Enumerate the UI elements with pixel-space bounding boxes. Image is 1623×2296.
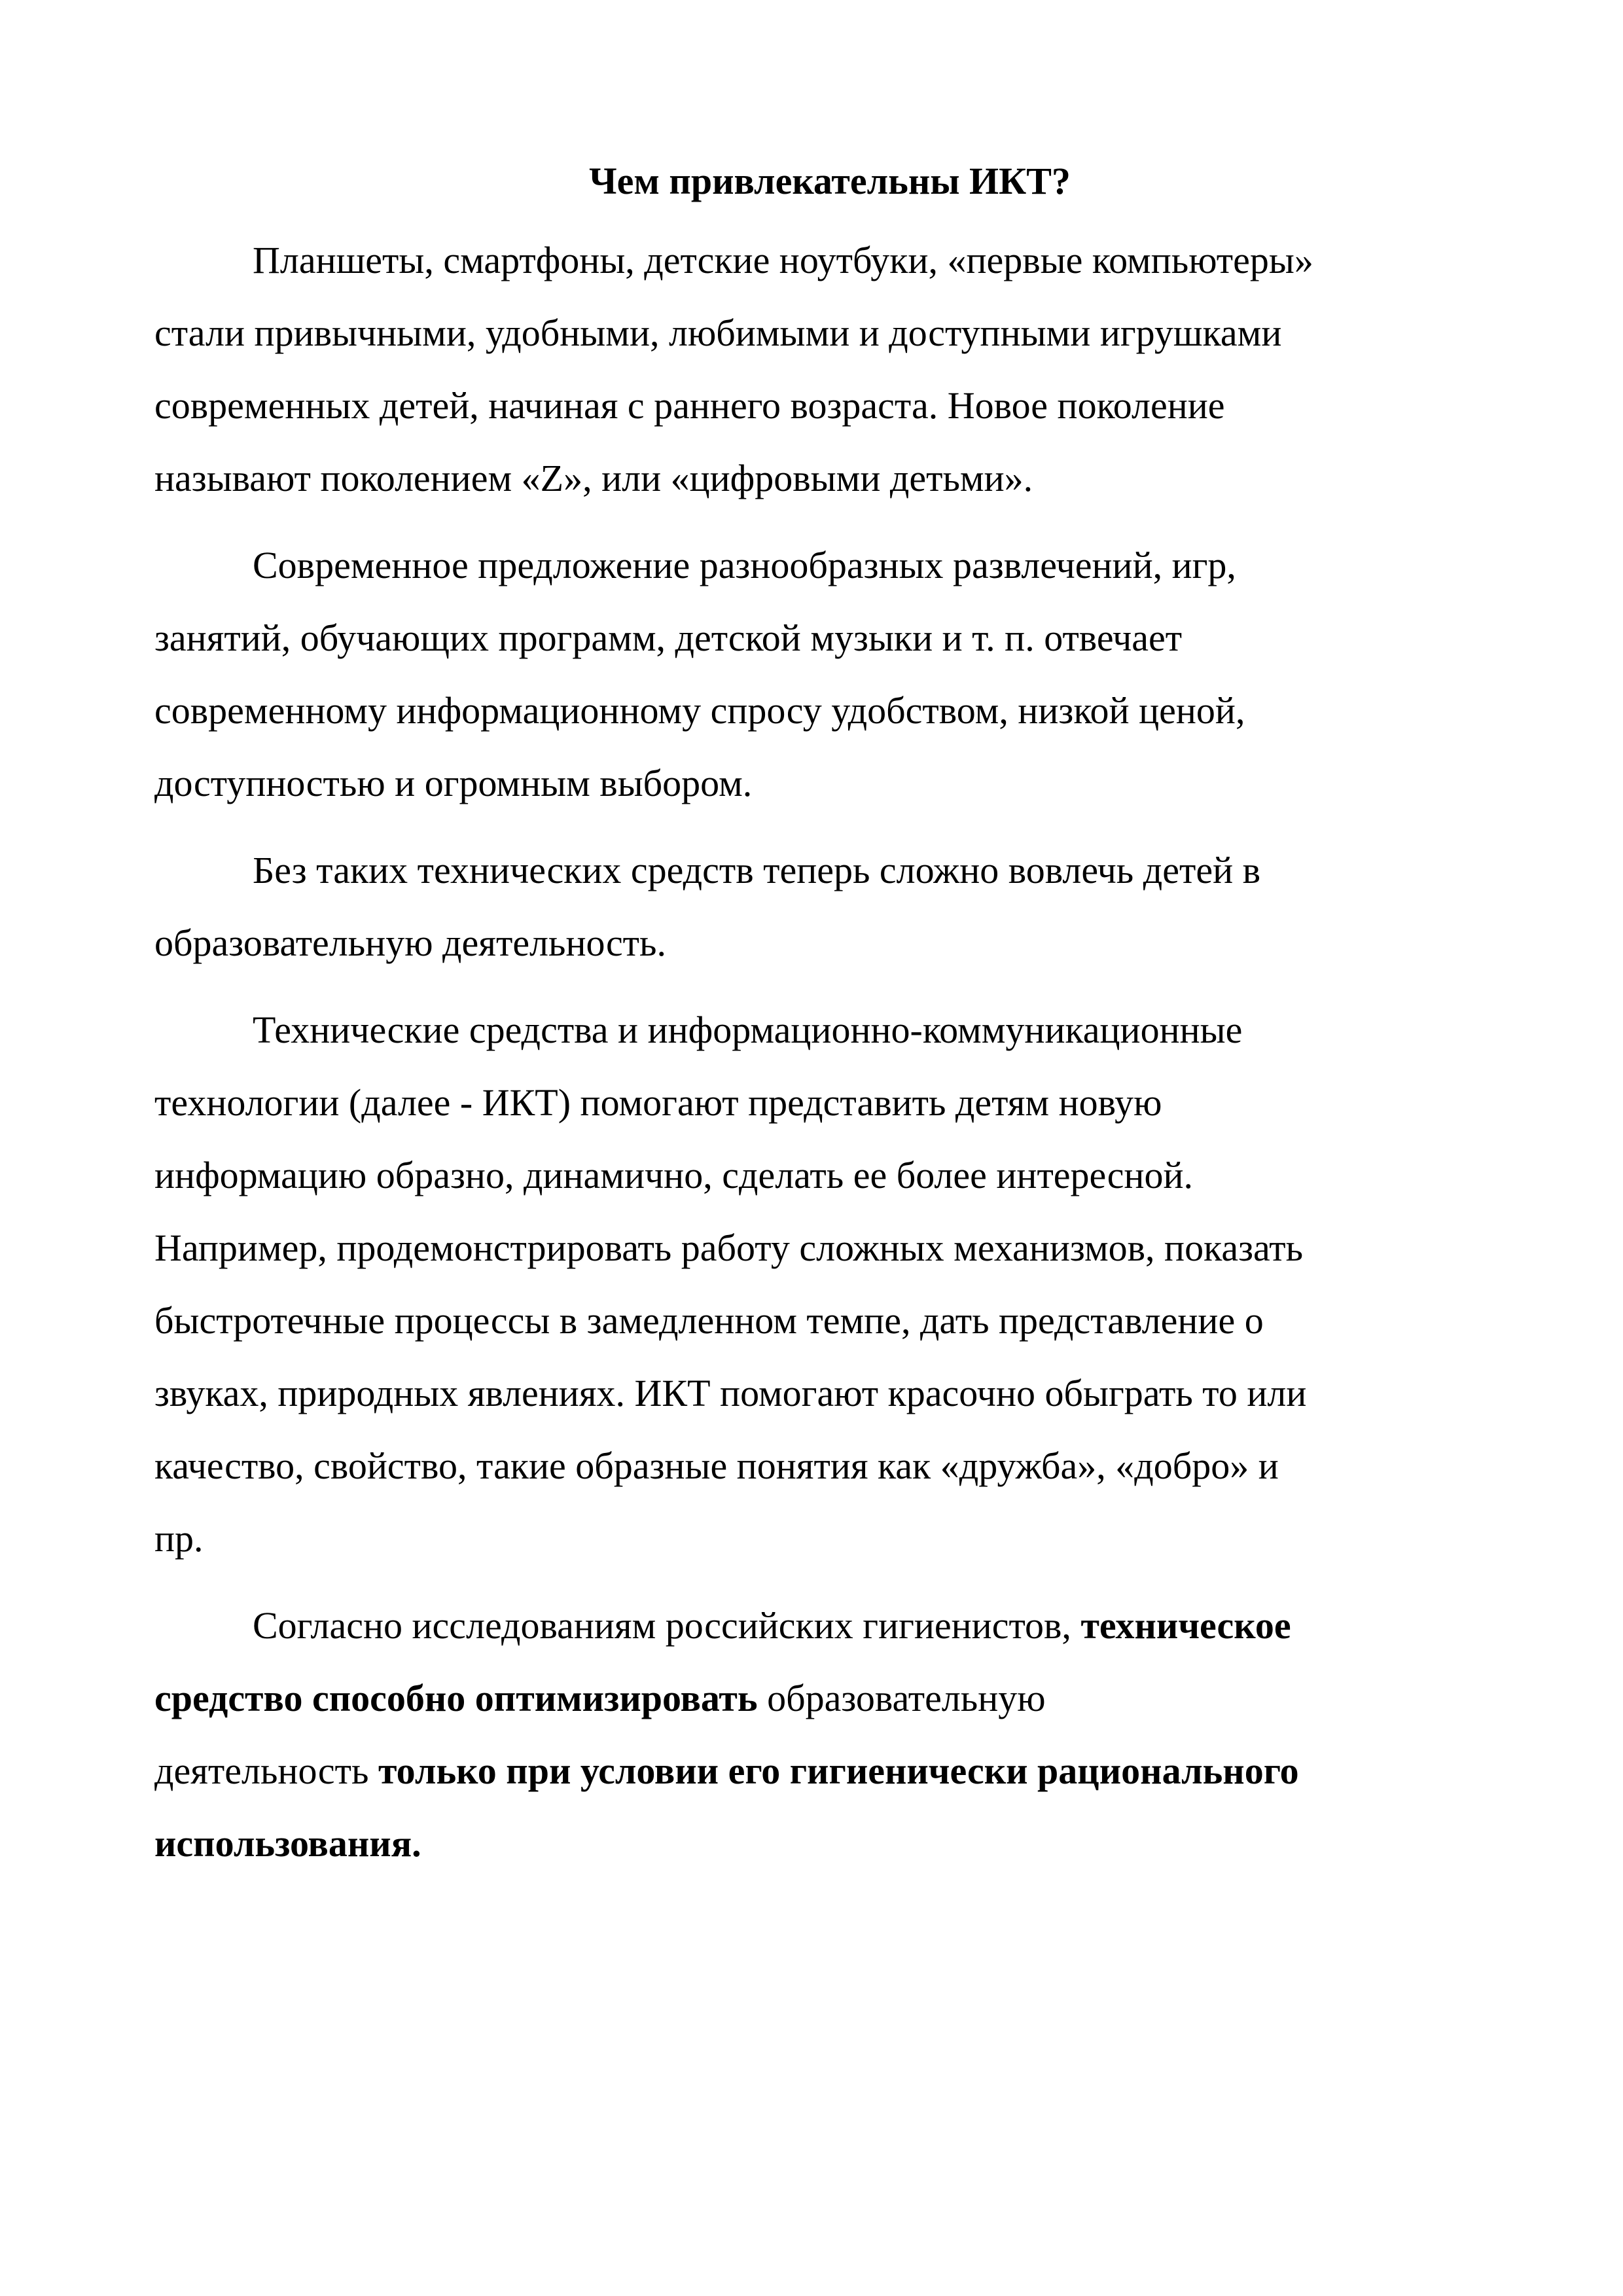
paragraph-line: качество, свойство, такие образные понятия как «дружба», «добро» и [154, 1444, 1279, 1487]
paragraph-line: Технические средства и информационно-коммуникационные [253, 1009, 1243, 1051]
paragraph-line: Например, продемонстрировать работу сложных механизмов, показать [154, 1227, 1304, 1269]
paragraph-line: Современное предложение разнообразных развлечений, игр, [253, 544, 1236, 586]
page-title: Чем привлекательны ИКТ? [589, 160, 1071, 202]
paragraph-line: современных детей, начиная с раннего возраста. Новое поколение [154, 384, 1225, 427]
paragraph-line: доступностью и огромным выбором. [154, 762, 753, 804]
bold-text: средство способно оптимизировать [154, 1677, 758, 1719]
paragraph-line: занятий, обучающих программ, детской музыки и т. п. отвечает [154, 617, 1183, 659]
paragraph-4 [154, 994, 1505, 1575]
paragraph-1 [154, 224, 1505, 514]
paragraph-line: образовательную деятельность. [154, 922, 666, 964]
paragraph-line: пр. [154, 1517, 204, 1560]
paragraph-line: стали привычными, удобными, любимыми и доступными игрушками [154, 312, 1282, 354]
bold-text: только при условии его гигиенически рационального [378, 1749, 1299, 1792]
paragraph-2 [154, 529, 1505, 819]
paragraph-line: технологии (далее - ИКТ) помогают представить детям новую [154, 1081, 1162, 1124]
bold-text: техническое [1080, 1604, 1291, 1647]
paragraph-3 [154, 834, 1505, 979]
bold-text: использования. [154, 1822, 421, 1865]
paragraph-line: быстротечные процессы в замедленном темпе, дать представление о [154, 1299, 1264, 1342]
paragraph-line [154, 1807, 1505, 1880]
paragraph-line: современному информационному спросу удобством, низкой ценой, [154, 689, 1245, 732]
paragraph-line [154, 1662, 1505, 1734]
paragraph-line: называют поколением «Z», или «цифровыми детьми». [154, 457, 1033, 499]
paragraph-line: Планшеты, смартфоны, детские ноутбуки, «первые компьютеры» [253, 239, 1313, 281]
paragraph-5 [154, 1589, 1505, 1880]
paragraph-line: информацию образно, динамично, сделать ее более интересной. [154, 1154, 1194, 1196]
plain-text: деятельность [154, 1749, 378, 1792]
document-body [154, 152, 1505, 1880]
plain-text: Согласно исследованиям российских гигиенистов, [253, 1604, 1081, 1647]
paragraph-line [154, 1589, 1505, 1662]
paragraph-line [154, 1734, 1505, 1807]
paragraph-line: Без таких технических средств теперь сложно вовлечь детей в [253, 849, 1261, 891]
plain-text: образовательную [757, 1677, 1046, 1719]
paragraph-line: звуках, природных явлениях. ИКТ помогают красочно обыграть то или [154, 1372, 1307, 1414]
